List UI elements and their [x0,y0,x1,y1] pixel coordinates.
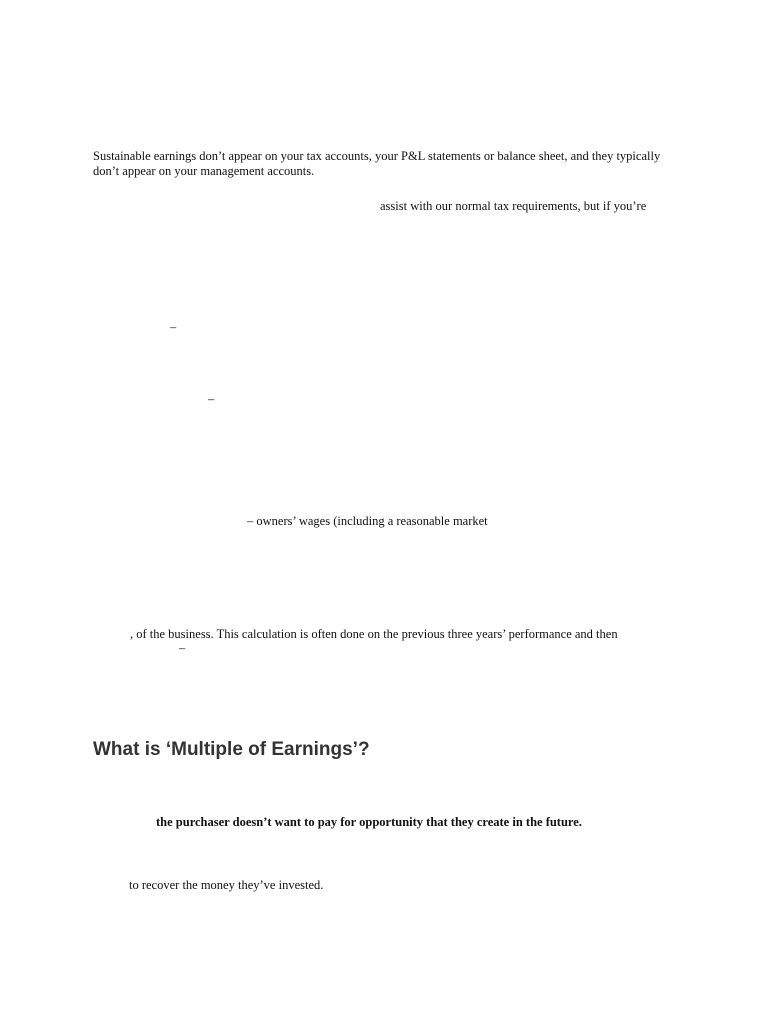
owners-wages-fragment: – owners’ wages (including a reasonable market [247,514,488,528]
dash-fragment: – [208,392,215,406]
calculation-fragment: , of the business. This calculation is often done on the previous three years’ performance and then [130,627,618,641]
recover-money-fragment: to recover the money they’ve invested. [129,878,324,892]
intro-paragraph: Sustainable earnings don’t appear on your tax accounts, your P&L statements or balance sheet, and they typically don’t appear on your management accounts. [93,149,661,178]
dash-fragment: – [170,320,177,334]
section-heading: What is ‘Multiple of Earnings’? [93,739,370,760]
purchaser-fragment: the purchaser doesn’t want to pay for opportunity that they create in the future. [156,815,582,829]
tax-requirements-fragment: assist with our normal tax requirements, but if you’re [380,199,647,213]
dash-fragment: – [179,641,186,655]
